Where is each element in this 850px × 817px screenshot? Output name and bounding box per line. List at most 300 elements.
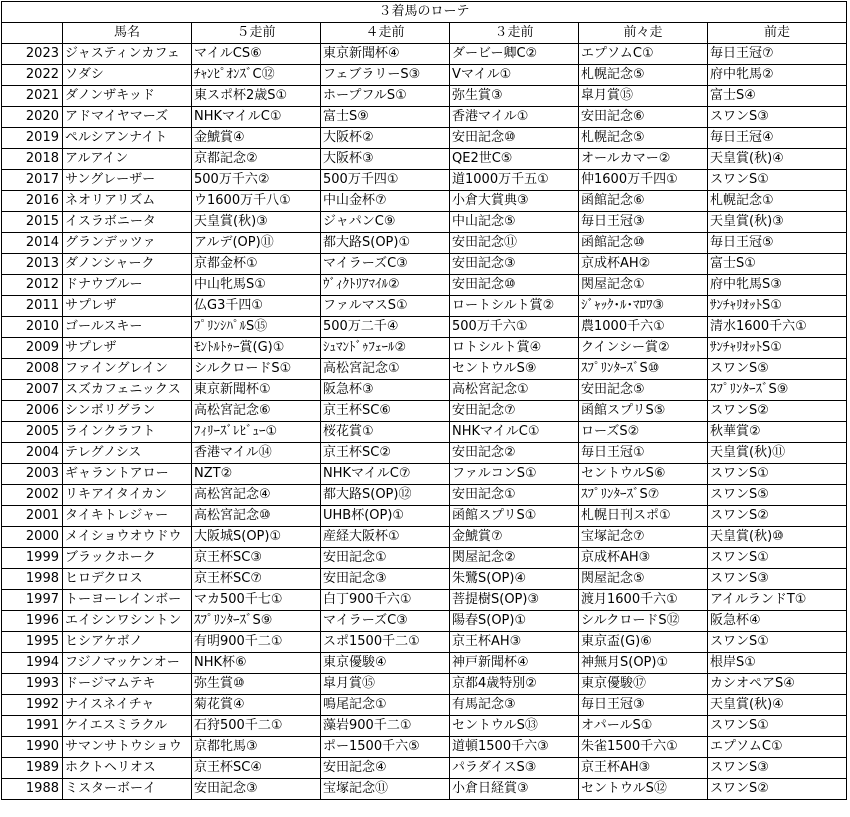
year-cell: 1996 bbox=[2, 611, 63, 632]
table-row bbox=[2, 338, 847, 359]
last-race-cell: スワンS① bbox=[708, 170, 847, 191]
race-5-ago-cell: 京都金杯① bbox=[192, 254, 321, 275]
race-3-ago-cell: 高松宮記念① bbox=[450, 380, 579, 401]
year-cell: 1998 bbox=[2, 569, 63, 590]
last-race-cell: 阪急杯④ bbox=[708, 611, 847, 632]
race-5-ago-cell: 天皇賞(秋)③ bbox=[192, 212, 321, 233]
race-3-ago-cell: Vマイル① bbox=[450, 65, 579, 86]
table-row bbox=[2, 737, 847, 758]
last-race-cell: スワンS① bbox=[708, 548, 847, 569]
year-cell: 2014 bbox=[2, 233, 63, 254]
race-4-ago-cell: 東京優駿④ bbox=[321, 653, 450, 674]
last-race-cell: スワンS③ bbox=[708, 107, 847, 128]
horse-name-cell: イスラボニータ bbox=[63, 212, 192, 233]
race-3-ago-cell: セントウルS⑨ bbox=[450, 359, 579, 380]
race-4-ago-cell: 安田記念④ bbox=[321, 758, 450, 779]
year-cell: 1999 bbox=[2, 548, 63, 569]
horse-name-cell: ブラックホーク bbox=[63, 548, 192, 569]
header-row bbox=[2, 23, 847, 44]
horse-name-cell: ドージマムテキ bbox=[63, 674, 192, 695]
year-cell: 2003 bbox=[2, 464, 63, 485]
table-row bbox=[2, 212, 847, 233]
header-5-races-ago: ５走前 bbox=[192, 23, 321, 44]
last-race-cell: スワンS② bbox=[708, 506, 847, 527]
race-3-ago-cell: パラダイスS③ bbox=[450, 758, 579, 779]
horse-name-cell: テレグノシス bbox=[63, 443, 192, 464]
last-race-cell: スワンS② bbox=[708, 401, 847, 422]
year-cell: 2006 bbox=[2, 401, 63, 422]
race-4-ago-cell: 都大路S(OP)⑫ bbox=[321, 485, 450, 506]
race-5-ago-cell: ウ1600万千八① bbox=[192, 191, 321, 212]
race-5-ago-cell: ﾁｬﾝﾋﾟｵﾝｽﾞC⑫ bbox=[192, 65, 321, 86]
race-4-ago-cell: 白丁900千六① bbox=[321, 590, 450, 611]
last-race-cell: スワンS① bbox=[708, 632, 847, 653]
last-race-cell: スワンS③ bbox=[708, 758, 847, 779]
horse-name-cell: サプレザ bbox=[63, 296, 192, 317]
table-row bbox=[2, 464, 847, 485]
race-5-ago-cell: ﾌﾟﾘﾝｼﾊﾟﾙS⑮ bbox=[192, 317, 321, 338]
race-5-ago-cell: シルクロードS① bbox=[192, 359, 321, 380]
last-race-cell: 毎日王冠④ bbox=[708, 128, 847, 149]
race-3-ago-cell: QE2世C⑤ bbox=[450, 149, 579, 170]
race-5-ago-cell: 京王杯SC④ bbox=[192, 758, 321, 779]
race-2-ago-cell: 安田記念⑥ bbox=[579, 107, 708, 128]
race-4-ago-cell: マイラーズC③ bbox=[321, 254, 450, 275]
table-row bbox=[2, 107, 847, 128]
race-4-ago-cell: 富士S⑨ bbox=[321, 107, 450, 128]
last-race-cell: カシオペアS④ bbox=[708, 674, 847, 695]
horse-name-cell: ミスターボーイ bbox=[63, 779, 192, 800]
race-3-ago-cell: 陽春S(OP)① bbox=[450, 611, 579, 632]
race-3-ago-cell: 菩提樹S(OP)③ bbox=[450, 590, 579, 611]
race-5-ago-cell: 東京新聞杯① bbox=[192, 380, 321, 401]
race-3-ago-cell: 京王杯AH③ bbox=[450, 632, 579, 653]
race-4-ago-cell: 阪急杯③ bbox=[321, 380, 450, 401]
race-3-ago-cell: ダービー卿C② bbox=[450, 44, 579, 65]
race-3-ago-cell: 安田記念⑩ bbox=[450, 128, 579, 149]
race-5-ago-cell: 香港マイル⑭ bbox=[192, 443, 321, 464]
race-2-ago-cell: オパールS① bbox=[579, 716, 708, 737]
race-3-ago-cell: 安田記念② bbox=[450, 443, 579, 464]
race-5-ago-cell: NHKマイルC① bbox=[192, 107, 321, 128]
race-3-ago-cell: NHKマイルC① bbox=[450, 422, 579, 443]
race-4-ago-cell: NHKマイルC⑦ bbox=[321, 464, 450, 485]
horse-name-cell: エイシンワシントン bbox=[63, 611, 192, 632]
race-2-ago-cell: 宝塚記念⑦ bbox=[579, 527, 708, 548]
last-race-cell: スワンS⑤ bbox=[708, 485, 847, 506]
year-cell: 2008 bbox=[2, 359, 63, 380]
race-5-ago-cell: 仏G3千四① bbox=[192, 296, 321, 317]
year-cell: 2021 bbox=[2, 86, 63, 107]
year-cell: 2023 bbox=[2, 44, 63, 65]
year-cell: 2005 bbox=[2, 422, 63, 443]
race-2-ago-cell: 東京優駿⑰ bbox=[579, 674, 708, 695]
race-2-ago-cell: 関屋記念① bbox=[579, 275, 708, 296]
race-3-ago-cell: 安田記念③ bbox=[450, 254, 579, 275]
race-3-ago-cell: 京都4歳特別② bbox=[450, 674, 579, 695]
year-cell: 2000 bbox=[2, 527, 63, 548]
race-2-ago-cell: 東京盃(G)⑥ bbox=[579, 632, 708, 653]
horse-name-cell: シンボリグラン bbox=[63, 401, 192, 422]
race-4-ago-cell: 東京新聞杯④ bbox=[321, 44, 450, 65]
race-3-ago-cell: 弥生賞③ bbox=[450, 86, 579, 107]
horse-name-cell: スズカフェニックス bbox=[63, 380, 192, 401]
race-5-ago-cell: 石狩500千二① bbox=[192, 716, 321, 737]
year-cell: 2002 bbox=[2, 485, 63, 506]
race-3-ago-cell: セントウルS⑬ bbox=[450, 716, 579, 737]
last-race-cell: 府中牝馬S③ bbox=[708, 275, 847, 296]
table-row bbox=[2, 716, 847, 737]
race-2-ago-cell: 毎日王冠③ bbox=[579, 695, 708, 716]
race-4-ago-cell: 皐月賞⑮ bbox=[321, 674, 450, 695]
year-cell: 2016 bbox=[2, 191, 63, 212]
table-row bbox=[2, 401, 847, 422]
rotation-table bbox=[1, 1, 847, 800]
race-3-ago-cell: 小倉日経賞③ bbox=[450, 779, 579, 800]
horse-name-cell: ドナウブルー bbox=[63, 275, 192, 296]
race-5-ago-cell: 大阪城S(OP)① bbox=[192, 527, 321, 548]
last-race-cell: 札幌記念① bbox=[708, 191, 847, 212]
race-3-ago-cell: 道1000万千五① bbox=[450, 170, 579, 191]
race-2-ago-cell: 札幌記念⑤ bbox=[579, 65, 708, 86]
race-3-ago-cell: 香港マイル① bbox=[450, 107, 579, 128]
horse-name-cell: ギャラントアロー bbox=[63, 464, 192, 485]
table-row bbox=[2, 422, 847, 443]
table-row bbox=[2, 485, 847, 506]
year-cell: 1990 bbox=[2, 737, 63, 758]
race-5-ago-cell: 高松宮記念④ bbox=[192, 485, 321, 506]
horse-name-cell: ケイエスミラクル bbox=[63, 716, 192, 737]
race-4-ago-cell: ホープフルS① bbox=[321, 86, 450, 107]
table-title: ３着馬のローテ bbox=[2, 2, 847, 23]
race-2-ago-cell: 函館記念⑥ bbox=[579, 191, 708, 212]
year-cell: 2018 bbox=[2, 149, 63, 170]
last-race-cell: 毎日王冠⑦ bbox=[708, 44, 847, 65]
table-row bbox=[2, 359, 847, 380]
race-2-ago-cell: 安田記念⑤ bbox=[579, 380, 708, 401]
race-2-ago-cell: 京王杯AH③ bbox=[579, 758, 708, 779]
table-row bbox=[2, 674, 847, 695]
last-race-cell: 天皇賞(秋)⑩ bbox=[708, 527, 847, 548]
race-2-ago-cell: 渡月1600千六① bbox=[579, 590, 708, 611]
last-race-cell: 根岸S① bbox=[708, 653, 847, 674]
race-3-ago-cell: 金鯱賞⑦ bbox=[450, 527, 579, 548]
race-4-ago-cell: 京王杯SC② bbox=[321, 443, 450, 464]
race-2-ago-cell: クインシー賞② bbox=[579, 338, 708, 359]
horse-name-cell: ファイングレイン bbox=[63, 359, 192, 380]
race-2-ago-cell: 函館記念⑩ bbox=[579, 233, 708, 254]
race-2-ago-cell: 朱雀1500千六① bbox=[579, 737, 708, 758]
year-cell: 1993 bbox=[2, 674, 63, 695]
last-race-cell: ｽﾌﾟﾘﾝﾀｰｽﾞS⑨ bbox=[708, 380, 847, 401]
horse-name-cell: ナイスネイチャ bbox=[63, 695, 192, 716]
race-3-ago-cell: 小倉大賞典③ bbox=[450, 191, 579, 212]
race-5-ago-cell: 京王杯SC⑦ bbox=[192, 569, 321, 590]
year-cell: 2007 bbox=[2, 380, 63, 401]
header-year bbox=[2, 23, 63, 44]
table-row bbox=[2, 653, 847, 674]
race-2-ago-cell: セントウルS⑥ bbox=[579, 464, 708, 485]
last-race-cell: スワンS② bbox=[708, 779, 847, 800]
year-cell: 1997 bbox=[2, 590, 63, 611]
race-5-ago-cell: NZT② bbox=[192, 464, 321, 485]
table-row bbox=[2, 380, 847, 401]
race-2-ago-cell: 農1000千六① bbox=[579, 317, 708, 338]
race-4-ago-cell: スポ1500千二① bbox=[321, 632, 450, 653]
race-5-ago-cell: 中山牝馬S① bbox=[192, 275, 321, 296]
race-2-ago-cell: 仲1600万千四① bbox=[579, 170, 708, 191]
race-5-ago-cell: NHK杯⑥ bbox=[192, 653, 321, 674]
horse-name-cell: サプレザ bbox=[63, 338, 192, 359]
race-4-ago-cell: フェブラリーS③ bbox=[321, 65, 450, 86]
table-row bbox=[2, 611, 847, 632]
race-3-ago-cell: 500万千六① bbox=[450, 317, 579, 338]
race-5-ago-cell: 京都牝馬③ bbox=[192, 737, 321, 758]
race-2-ago-cell: 札幌日刊スポ① bbox=[579, 506, 708, 527]
race-3-ago-cell: 安田記念① bbox=[450, 485, 579, 506]
last-race-cell: スワンS① bbox=[708, 716, 847, 737]
table-row bbox=[2, 527, 847, 548]
race-2-ago-cell: ローズS② bbox=[579, 422, 708, 443]
table-row bbox=[2, 86, 847, 107]
race-5-ago-cell: 有明900千二① bbox=[192, 632, 321, 653]
race-2-ago-cell: 札幌記念⑤ bbox=[579, 128, 708, 149]
last-race-cell: 天皇賞(秋)③ bbox=[708, 212, 847, 233]
race-2-ago-cell: セントウルS⑫ bbox=[579, 779, 708, 800]
horse-name-cell: ラインクラフト bbox=[63, 422, 192, 443]
table-row bbox=[2, 65, 847, 86]
horse-name-cell: グランデッツァ bbox=[63, 233, 192, 254]
table-row bbox=[2, 779, 847, 800]
race-5-ago-cell: 金鯱賞④ bbox=[192, 128, 321, 149]
horse-name-cell: フジノマッケンオー bbox=[63, 653, 192, 674]
race-4-ago-cell: 安田記念① bbox=[321, 548, 450, 569]
year-cell: 1994 bbox=[2, 653, 63, 674]
table-row bbox=[2, 233, 847, 254]
race-2-ago-cell: 京成杯AH② bbox=[579, 254, 708, 275]
race-2-ago-cell: 神無月S(OP)① bbox=[579, 653, 708, 674]
table-row bbox=[2, 695, 847, 716]
last-race-cell: 天皇賞(秋)④ bbox=[708, 695, 847, 716]
table-row bbox=[2, 296, 847, 317]
race-4-ago-cell: 宝塚記念⑪ bbox=[321, 779, 450, 800]
race-4-ago-cell: 京王杯SC⑥ bbox=[321, 401, 450, 422]
race-5-ago-cell: 安田記念③ bbox=[192, 779, 321, 800]
horse-name-cell: メイショウオウドウ bbox=[63, 527, 192, 548]
last-race-cell: 清水1600千六① bbox=[708, 317, 847, 338]
race-4-ago-cell: 大阪杯③ bbox=[321, 149, 450, 170]
year-cell: 2013 bbox=[2, 254, 63, 275]
horse-name-cell: ゴールスキー bbox=[63, 317, 192, 338]
race-4-ago-cell: マイラーズC③ bbox=[321, 611, 450, 632]
year-cell: 1988 bbox=[2, 779, 63, 800]
race-4-ago-cell: 鳴尾記念① bbox=[321, 695, 450, 716]
table-row bbox=[2, 149, 847, 170]
race-2-ago-cell: 関屋記念⑤ bbox=[579, 569, 708, 590]
table-row bbox=[2, 44, 847, 65]
race-3-ago-cell: 朱鷺S(OP)④ bbox=[450, 569, 579, 590]
last-race-cell: エプソムC① bbox=[708, 737, 847, 758]
table-row bbox=[2, 632, 847, 653]
race-3-ago-cell: 関屋記念② bbox=[450, 548, 579, 569]
race-2-ago-cell: 皐月賞⑮ bbox=[579, 86, 708, 107]
race-3-ago-cell: 安田記念⑪ bbox=[450, 233, 579, 254]
race-4-ago-cell: ｳﾞｨｸﾄﾘｱﾏｲﾙ② bbox=[321, 275, 450, 296]
race-4-ago-cell: 藻岩900千二① bbox=[321, 716, 450, 737]
table-row bbox=[2, 548, 847, 569]
header-horse-name: 馬名 bbox=[63, 23, 192, 44]
table-row bbox=[2, 758, 847, 779]
race-5-ago-cell: 京都記念② bbox=[192, 149, 321, 170]
race-4-ago-cell: ポー1500千六⑤ bbox=[321, 737, 450, 758]
year-cell: 2015 bbox=[2, 212, 63, 233]
last-race-cell: 天皇賞(秋)④ bbox=[708, 149, 847, 170]
race-3-ago-cell: 有馬記念③ bbox=[450, 695, 579, 716]
race-5-ago-cell: ｽﾌﾟﾘﾝﾀｰｽﾞS⑨ bbox=[192, 611, 321, 632]
table-row bbox=[2, 590, 847, 611]
race-4-ago-cell: 高松宮記念① bbox=[321, 359, 450, 380]
race-2-ago-cell: ｽﾌﾟﾘﾝﾀｰｽﾞS⑦ bbox=[579, 485, 708, 506]
race-3-ago-cell: 函館スプリS① bbox=[450, 506, 579, 527]
race-4-ago-cell: 500万二千④ bbox=[321, 317, 450, 338]
horse-name-cell: ネオリアリズム bbox=[63, 191, 192, 212]
race-3-ago-cell: 神戸新聞杯④ bbox=[450, 653, 579, 674]
race-2-ago-cell: エプソムC① bbox=[579, 44, 708, 65]
race-4-ago-cell: ｼｭﾏﾝﾄﾞｩﾌｪｰﾙ② bbox=[321, 338, 450, 359]
table-row bbox=[2, 128, 847, 149]
header-last-race: 前走 bbox=[708, 23, 847, 44]
last-race-cell: 府中牝馬② bbox=[708, 65, 847, 86]
race-4-ago-cell: 500万千四① bbox=[321, 170, 450, 191]
race-3-ago-cell: 安田記念⑩ bbox=[450, 275, 579, 296]
year-cell: 1992 bbox=[2, 695, 63, 716]
race-4-ago-cell: ジャパンC⑨ bbox=[321, 212, 450, 233]
last-race-cell: スワンS⑤ bbox=[708, 359, 847, 380]
last-race-cell: アイルランドT① bbox=[708, 590, 847, 611]
race-5-ago-cell: 東スポ杯2歳S① bbox=[192, 86, 321, 107]
last-race-cell: 毎日王冠⑤ bbox=[708, 233, 847, 254]
race-2-ago-cell: 毎日王冠③ bbox=[579, 212, 708, 233]
race-5-ago-cell: マカ500千七① bbox=[192, 590, 321, 611]
year-cell: 2020 bbox=[2, 107, 63, 128]
race-2-ago-cell: シルクロードS⑫ bbox=[579, 611, 708, 632]
year-cell: 1989 bbox=[2, 758, 63, 779]
race-5-ago-cell: アルデ(OP)⑪ bbox=[192, 233, 321, 254]
horse-name-cell: ソダシ bbox=[63, 65, 192, 86]
race-4-ago-cell: 桜花賞① bbox=[321, 422, 450, 443]
last-race-cell: スワンS① bbox=[708, 464, 847, 485]
horse-name-cell: ジャスティンカフェ bbox=[63, 44, 192, 65]
horse-name-cell: ヒロデクロス bbox=[63, 569, 192, 590]
race-3-ago-cell: 中山記念⑤ bbox=[450, 212, 579, 233]
race-2-ago-cell: ｽﾌﾟﾘﾝﾀｰｽﾞS⑩ bbox=[579, 359, 708, 380]
last-race-cell: 富士S④ bbox=[708, 86, 847, 107]
year-cell: 2022 bbox=[2, 65, 63, 86]
race-5-ago-cell: マイルCS⑥ bbox=[192, 44, 321, 65]
year-cell: 2011 bbox=[2, 296, 63, 317]
table-row bbox=[2, 254, 847, 275]
race-3-ago-cell: ロートシルト賞② bbox=[450, 296, 579, 317]
last-race-cell: ｻﾝﾁｬﾘｵｯﾄS① bbox=[708, 338, 847, 359]
horse-name-cell: トーヨーレインボー bbox=[63, 590, 192, 611]
horse-name-cell: サマンサトウショウ bbox=[63, 737, 192, 758]
race-4-ago-cell: 大阪杯② bbox=[321, 128, 450, 149]
horse-name-cell: サングレーザー bbox=[63, 170, 192, 191]
header-4-races-ago: ４走前 bbox=[321, 23, 450, 44]
horse-name-cell: アルアイン bbox=[63, 149, 192, 170]
table-row bbox=[2, 443, 847, 464]
table-row bbox=[2, 569, 847, 590]
race-5-ago-cell: 京王杯SC③ bbox=[192, 548, 321, 569]
table-row bbox=[2, 170, 847, 191]
race-3-ago-cell: ファルコンS① bbox=[450, 464, 579, 485]
horse-name-cell: ダノンザキッド bbox=[63, 86, 192, 107]
race-4-ago-cell: UHB杯(OP)① bbox=[321, 506, 450, 527]
table-row bbox=[2, 317, 847, 338]
race-3-ago-cell: 安田記念⑦ bbox=[450, 401, 579, 422]
race-5-ago-cell: 高松宮記念⑥ bbox=[192, 401, 321, 422]
horse-name-cell: ホクトヘリオス bbox=[63, 758, 192, 779]
race-5-ago-cell: 弥生賞⑩ bbox=[192, 674, 321, 695]
year-cell: 1995 bbox=[2, 632, 63, 653]
year-cell: 2004 bbox=[2, 443, 63, 464]
horse-name-cell: ヒシアケボノ bbox=[63, 632, 192, 653]
horse-name-cell: リキアイタイカン bbox=[63, 485, 192, 506]
last-race-cell: ｻﾝﾁｬﾘｵｯﾄS① bbox=[708, 296, 847, 317]
last-race-cell: 天皇賞(秋)⑪ bbox=[708, 443, 847, 464]
table-row bbox=[2, 275, 847, 296]
year-cell: 2010 bbox=[2, 317, 63, 338]
race-4-ago-cell: ファルマスS① bbox=[321, 296, 450, 317]
header-3-races-ago: ３走前 bbox=[450, 23, 579, 44]
race-5-ago-cell: ﾌｨﾘｰｽﾞﾚﾋﾞｭｰ① bbox=[192, 422, 321, 443]
table-body bbox=[2, 44, 847, 800]
title-row bbox=[2, 2, 847, 23]
race-5-ago-cell: 菊花賞④ bbox=[192, 695, 321, 716]
year-cell: 2017 bbox=[2, 170, 63, 191]
table-row bbox=[2, 191, 847, 212]
race-4-ago-cell: 都大路S(OP)① bbox=[321, 233, 450, 254]
year-cell: 2001 bbox=[2, 506, 63, 527]
year-cell: 2019 bbox=[2, 128, 63, 149]
race-4-ago-cell: 安田記念③ bbox=[321, 569, 450, 590]
last-race-cell: スワンS③ bbox=[708, 569, 847, 590]
race-2-ago-cell: オールカマー② bbox=[579, 149, 708, 170]
table-row bbox=[2, 506, 847, 527]
horse-name-cell: タイキトレジャー bbox=[63, 506, 192, 527]
horse-name-cell: ダノンシャーク bbox=[63, 254, 192, 275]
race-4-ago-cell: 産経大阪杯① bbox=[321, 527, 450, 548]
year-cell: 2012 bbox=[2, 275, 63, 296]
header-2-races-ago: 前々走 bbox=[579, 23, 708, 44]
race-3-ago-cell: 道頓1500千六③ bbox=[450, 737, 579, 758]
race-3-ago-cell: ロトシルト賞④ bbox=[450, 338, 579, 359]
race-2-ago-cell: 毎日王冠① bbox=[579, 443, 708, 464]
race-5-ago-cell: 500万千六② bbox=[192, 170, 321, 191]
last-race-cell: 富士S① bbox=[708, 254, 847, 275]
race-4-ago-cell: 中山金杯⑦ bbox=[321, 191, 450, 212]
race-2-ago-cell: 函館スプリS⑤ bbox=[579, 401, 708, 422]
horse-name-cell: ペルシアンナイト bbox=[63, 128, 192, 149]
race-5-ago-cell: 高松宮記念⑩ bbox=[192, 506, 321, 527]
race-5-ago-cell: ﾓﾝﾄﾙﾄｩｰ賞(G)① bbox=[192, 338, 321, 359]
race-2-ago-cell: ｼﾞｬｯｸ･ﾙ･ﾏﾛﾜ③ bbox=[579, 296, 708, 317]
year-cell: 2009 bbox=[2, 338, 63, 359]
year-cell: 1991 bbox=[2, 716, 63, 737]
last-race-cell: 秋華賞② bbox=[708, 422, 847, 443]
race-2-ago-cell: 京成杯AH③ bbox=[579, 548, 708, 569]
horse-name-cell: アドマイヤマーズ bbox=[63, 107, 192, 128]
